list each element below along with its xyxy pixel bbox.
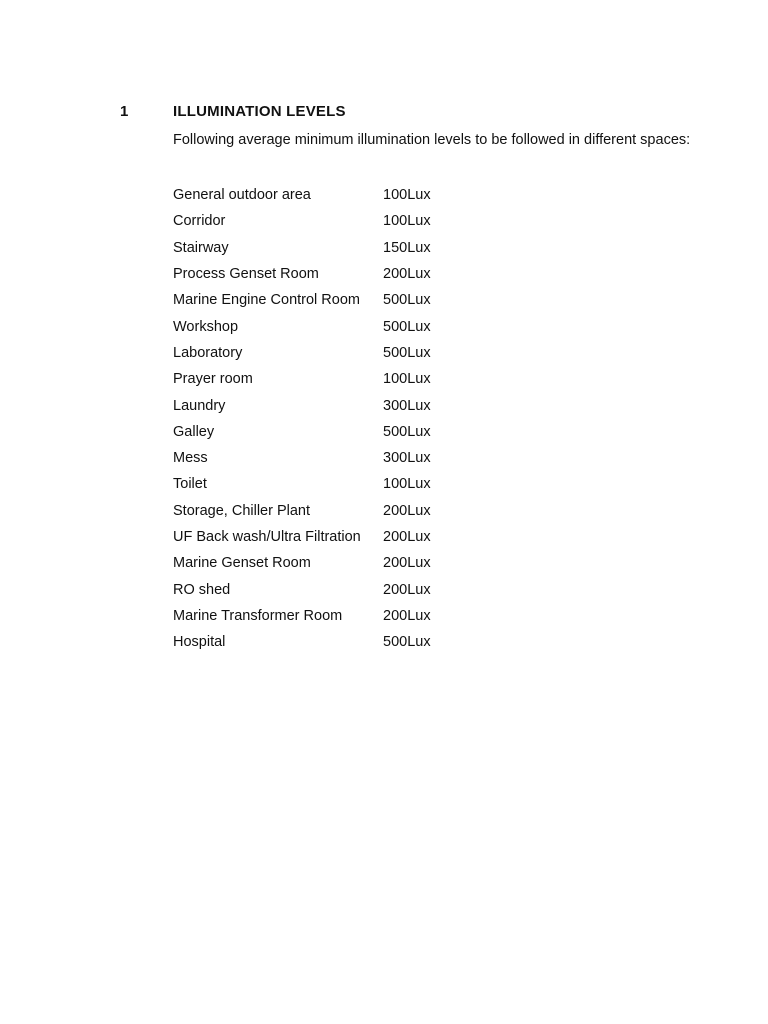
lux-value: 200Lux — [383, 581, 431, 598]
space-name: Laundry — [173, 397, 226, 414]
list-item — [173, 471, 431, 497]
space-name: Mess — [173, 450, 208, 467]
list-item — [173, 550, 431, 576]
lux-value: 100Lux — [383, 213, 431, 230]
list-item — [173, 576, 431, 602]
space-name: Workshop — [173, 318, 239, 335]
lux-value: 100Lux — [383, 476, 431, 493]
space-name: Corridor — [173, 213, 226, 230]
space-name: Storage, Chiller Plant — [173, 502, 311, 519]
space-name: Prayer room — [173, 371, 253, 388]
space-name: Hospital — [173, 634, 226, 651]
list-item — [173, 182, 431, 208]
list-item — [173, 261, 431, 287]
list-item — [173, 419, 431, 445]
list-item — [173, 603, 431, 629]
intro-text: Following average minimum illumination levels to be followed in different spaces: — [173, 132, 691, 148]
list-item — [173, 392, 431, 418]
lux-value: 200Lux — [383, 502, 431, 519]
space-name: General outdoor area — [173, 187, 311, 204]
space-name: Toilet — [173, 476, 207, 493]
lux-value: 500Lux — [383, 344, 431, 361]
space-name: Galley — [173, 423, 215, 440]
list-item — [173, 524, 431, 550]
lux-value: 100Lux — [383, 187, 431, 204]
lux-value: 200Lux — [383, 266, 431, 283]
lux-value: 500Lux — [383, 634, 431, 651]
lux-value: 500Lux — [383, 423, 431, 440]
space-name: UF Back wash/Ultra Filtration — [173, 529, 361, 545]
space-name: RO shed — [173, 581, 231, 598]
lux-value: 200Lux — [383, 555, 431, 572]
lux-value: 100Lux — [383, 371, 431, 388]
lux-value: 200Lux — [383, 529, 431, 545]
illumination-levels-list — [173, 182, 431, 655]
space-name: Laboratory — [173, 344, 243, 361]
list-item — [173, 313, 431, 339]
list-item — [173, 629, 431, 655]
lux-value: 500Lux — [383, 318, 431, 335]
space-name: Process Genset Room — [173, 266, 319, 283]
list-item — [173, 498, 431, 524]
space-name: Stairway — [173, 239, 229, 256]
section-title: ILLUMINATION LEVELS — [173, 103, 346, 120]
lux-value: 300Lux — [383, 397, 431, 414]
space-name: Marine Genset Room — [173, 555, 311, 572]
section-number: 1 — [120, 103, 129, 120]
lux-value: 200Lux — [383, 607, 431, 624]
space-name: Marine Transformer Room — [173, 607, 343, 624]
list-item — [173, 445, 431, 471]
list-item — [173, 208, 431, 234]
lux-value: 150Lux — [383, 239, 431, 256]
list-item — [173, 366, 431, 392]
list-item — [173, 340, 431, 366]
list-item — [173, 287, 431, 313]
space-name: Marine Engine Control Room — [173, 292, 360, 309]
list-item — [173, 235, 431, 261]
lux-value: 500Lux — [383, 292, 431, 309]
lux-value: 300Lux — [383, 450, 431, 467]
